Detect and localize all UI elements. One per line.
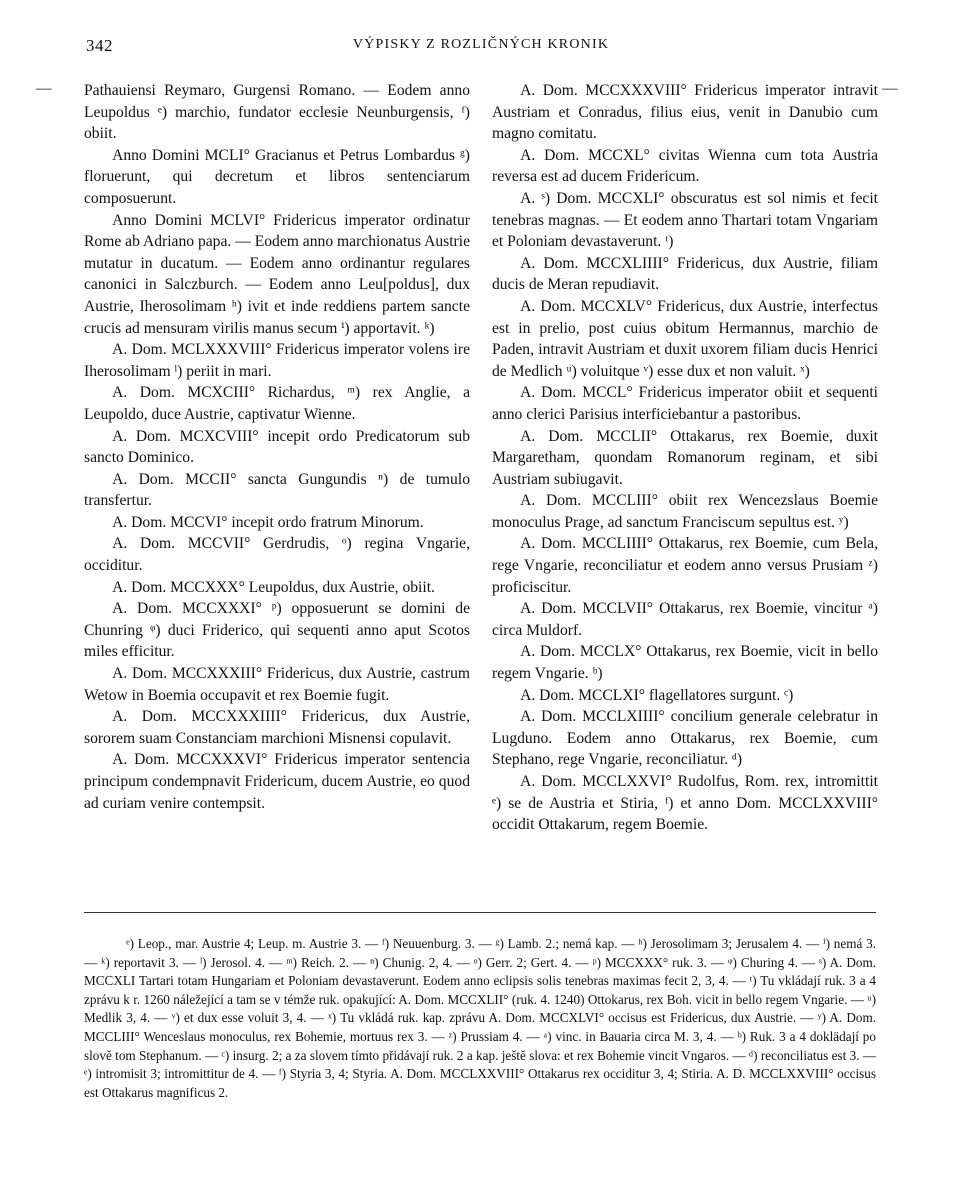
paragraph: A. Dom. MCCLIIII° Ottakarus, rex Boemie, cum Bela, rege Vngarie, reconciliatur et eodem anno versus Prusiam ᶻ) proficiscitur. bbox=[492, 535, 878, 596]
paragraph: Anno Domini MCLI° Gracianus et Petrus Lombardus ᵍ) floruerunt, qui decretum et libros sentenciarum composuerunt. bbox=[84, 146, 470, 207]
paragraph: Pathauiensi Reymaro, Gurgensi Romano. — Eodem anno Leupoldus ᵉ) marchio, fundator ecclesie Neunburgensis, ᶠ) obiit. bbox=[84, 82, 470, 143]
paragraph: A. Dom. MCCXLIIII° Fridericus, dux Austrie, filiam ducis de Meran repudiavit. bbox=[492, 254, 878, 294]
continuation-dash-right: — bbox=[882, 80, 898, 97]
paragraph: Anno Domini MCLVI° Fridericus imperator ordinatur Rome ab Adriano papa. — Eodem anno marchionatus Austrie mutatur in ducatum. — Eodem anno ordinantur regulares canonici in Salczburch. — Eodem anno Leu[poldus], dux Austrie, Iherosolimam ʰ) ivit et inde reddiens partem sancte crucis ad mensuram virilis manus secum ⁱ) apportavit. ᵏ) bbox=[84, 211, 470, 337]
paragraph: A. Dom. MCCVII° Gerdrudis, ᵒ) regina Vngarie, occiditur. bbox=[84, 535, 470, 575]
paragraph: A. Dom. MCCXXXIII° Fridericus, dux Austrie, castrum Wetow in Boemia occupavit et rex Boemie fugit. bbox=[84, 665, 470, 704]
footnotes bbox=[84, 935, 876, 1102]
paragraph: A. Dom. MCCLII° Ottakarus, rex Boemie, duxit Margaretham, quondam Romanorum reginam, et sibi Austriam subiugavit. bbox=[492, 427, 878, 488]
page-number: 342 bbox=[86, 36, 113, 55]
paragraph: A. Dom. MCCLXXVI° Rudolfus, Rom. rex, intromittit ᵉ) se de Austria et Stiria, ᶠ) et anno Dom. MCCLXXVIII° occidit Ottakarum, regem Boemie. bbox=[492, 773, 878, 834]
paragraph: A. Dom. MCCLXI° flagellatores surgunt. ᶜ) bbox=[520, 686, 794, 704]
paragraph: A. Dom. MCLXXXVIII° Fridericus imperator volens ire Iherosolimam ˡ) periit in mari. bbox=[84, 341, 470, 380]
footnote-block: ᵉ) Leop., mar. Austrie 4; Leup. m. Austrie 3. — ᶠ) Neuuenburg. 3. — ᵍ) Lamb. 2.; nemá kap. — ʰ) Jerosolimam 3; Jerusalem 4. — ⁱ) nemá 3. — ᵏ) reportavit 3. — ˡ) Jerosol. 4. — ᵐ) Reich. 2. — ⁿ) Chunig. 2, 4. — ᵒ) Gerr. 2; Gert. 4. — ᵖ) MCCXXX° ruk. 3. — ᵠ) Churing 4. — ˢ) A. Dom. MCCXLI Tartari totam Hungariam et Poloniam devastaverunt. Eodem anno eclipsis solis tenebras maximas fecit 2, 3, 4. — ᵗ) Tu vkládají ruk. 3 a 4 zprávu k r. 1260 náležející a tam se v témže ruk. opakující: A. Dom. MCCXLII° (ruk. 4. 1240) Ottokarus, rex Boh. vicit in bello regem Vngarie. — ᵘ) Medlik 3, 4. — ᵛ) et dux esse voluit 3, 4. — ˣ) Tu vkládá ruk. kap. zprávu A. Dom. MCCXLVI° occisus est Fridericus, dux Austrie. — ʸ) A. Dom. MCCLIII° Wenceslaus monoculus, rex Bohemie, mortuus rex 3. — ᶻ) Prussiam 4. — ᵃ) vinc. in Bauaria circa M. 3, 4. — ᵇ) Ruk. 3 a 4 doklädají po slově tom Stephanum. — ᶜ) insurg. 2; a za slovem tímto přidávají ruk. 2 a kap. ještě slova: et rex Bohemie vincit Vngaros. — ᵈ) reconciliatus est 3. — ᵉ) intromisit 3; intromittitur de 4. — ᶠ) Styria 3, 4; Styria. A. Dom. MCCLXXVIII° Ottakarus rex occiditur 3, 4; Stiria. A. D. MCCLXXVIII° occisus est Ottakarus magnificus 2. bbox=[84, 936, 876, 1100]
footnote-divider bbox=[84, 912, 876, 913]
page-header bbox=[86, 36, 876, 60]
paragraph: A. Dom. MCCXXX° Leupoldus, dux Austrie, obiit. bbox=[112, 578, 435, 596]
right-column bbox=[492, 80, 878, 836]
paragraph: A. Dom. MCCXXXVI° Fridericus imperator sentencia principum condempnavit Fridericum, ducem Austrie, eo quod ad curiam venire contempsit. bbox=[84, 751, 470, 812]
continuation-dash-left: — bbox=[36, 80, 52, 97]
paragraph: A. Dom. MCCXLV° Fridericus, dux Austrie, interfectus est in prelio, post cuius obitum Hermannus, marchio de Paden, intravit Austriam et duxit uxorem filiam ducis Henrici de Medlich ᵘ) voluitque ᵛ) esse dux et non valuit. ˣ) bbox=[492, 297, 878, 380]
paragraph: A. Dom. MCCII° sancta Gungundis ⁿ) de tumulo transfertur. bbox=[84, 470, 470, 510]
paragraph: A. Dom. MCCLVII° Ottakarus, rex Boemie, vincitur ᵃ) circa Muldorf. bbox=[492, 600, 878, 639]
paragraph: A. Dom. MCCXXXVIII° Fridericus imperator intravit Austriam et Conradus, filius eius, venit in Danubio cum magno comitatu. bbox=[492, 82, 878, 143]
paragraph: A. Dom. MCCL° Fridericus imperator obiit et sequenti anno clerici Parisius interficiebantur a pastoribus. bbox=[492, 384, 878, 423]
paragraph: A. Dom. MCCXXXI° ᵖ) opposuerunt se domini de Chunring ᵠ) duci Friderico, qui sequenti anno aput Scotos miles efficitur. bbox=[84, 600, 470, 661]
running-title: VÝPISKY Z ROZLIČNÝCH KRONIK bbox=[352, 37, 610, 52]
paragraph: A. Dom. MCCLXIIII° concilium generale celebratur in Lugduno. Eodem anno Ottakarus, rex Boemie, cum Stephano, rege Vngarie, reconciliatur. ᵈ) bbox=[492, 708, 878, 769]
paragraph: A. Dom. MCCXL° civitas Wienna cum tota Austria reversa est ad ducem Fridericum. bbox=[492, 146, 878, 186]
paragraph: A. Dom. MCCLX° Ottakarus, rex Boemie, vicit in bello regem Vngarie. ᵇ) bbox=[492, 643, 878, 683]
paragraph: A. Dom. MCCXXXIIII° Fridericus, dux Austrie, sororem suam Constanciam marchioni Misnensi copulavit. bbox=[84, 708, 470, 747]
paragraph: A. Dom. MCXCVIII° incepit ordo Predicatorum sub sancto Dominico. bbox=[84, 427, 470, 467]
paragraph: A. Dom. MCCVI° incepit ordo fratrum Minorum. bbox=[112, 513, 424, 531]
paragraph: A. Dom. MCXCIII° Richardus, ᵐ) rex Anglie, a Leupoldo, duce Austrie, captivatur Wienne. bbox=[84, 384, 470, 423]
paragraph: A. ˢ) Dom. MCCXLI° obscuratus est sol nimis et fecit tenebras magnas. — Et eodem anno Thartari totam Vngariam et Poloniam devastaverunt. ᵗ) bbox=[492, 189, 878, 251]
left-column bbox=[84, 80, 470, 814]
paragraph: A. Dom. MCCLIII° obiit rex Wencezslaus Boemie monoculus Prage, ad sanctum Franciscum sepultus est. ʸ) bbox=[492, 492, 878, 531]
